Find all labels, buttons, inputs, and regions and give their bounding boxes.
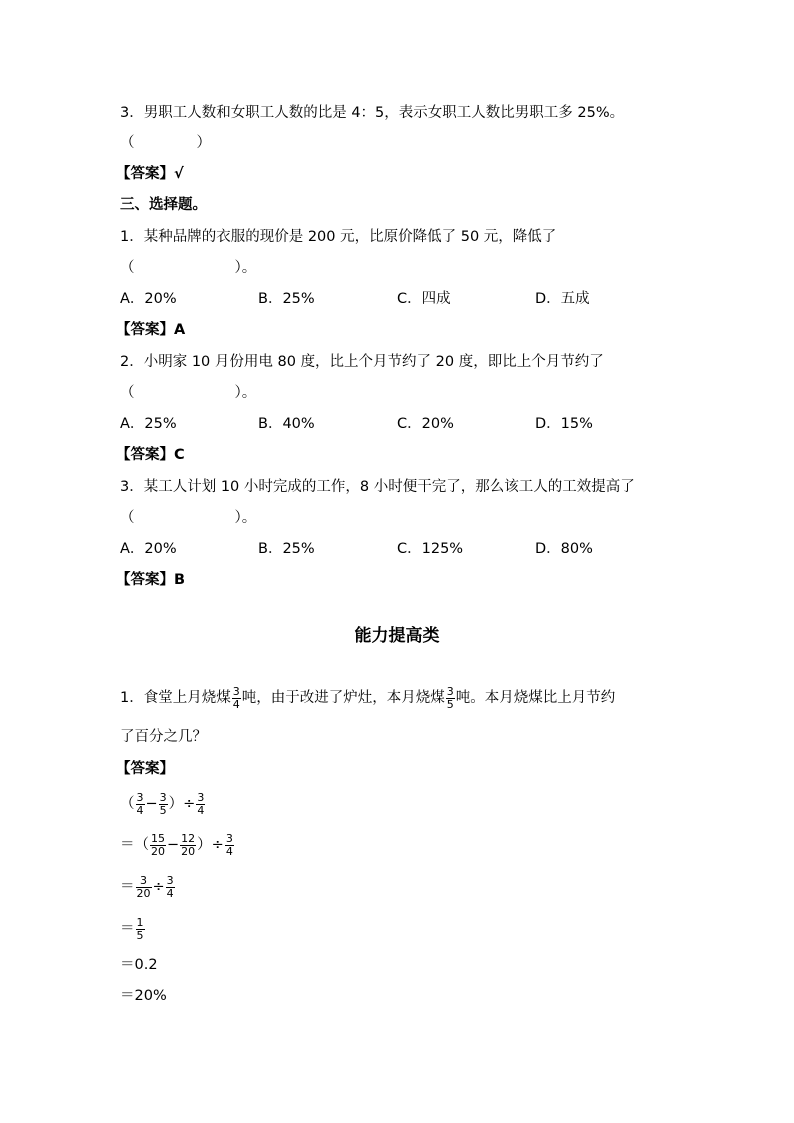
judge-answer-blank (120, 134, 211, 152)
solution-step-4: ＝ $\frac{1}{5}$ (120, 915, 144, 942)
option-b: B．25% (258, 291, 315, 307)
solution-step-3: ＝ $\frac{3}{20}$ ÷ $\frac{3}{4}$ (120, 873, 174, 900)
choice-question-3: 3．某工人计划 10 小时完成的工作，8 小时便干完了，那么该工人的工效提高了 (120, 479, 635, 495)
choice-answer-3: 【答案】B (116, 572, 186, 588)
section-title: 三、选择题。 (120, 197, 207, 213)
choice-blank-2: （ ）。 (120, 385, 257, 401)
answer-label: 【答案】 (116, 761, 174, 777)
option-b: B．40% (258, 416, 315, 432)
option-d: D．80% (535, 541, 593, 557)
choice-question-2: 2．小明家 10 月份用电 80 度，比上个月节约了 20 度，即比上个月节约了 (120, 354, 604, 370)
choice-question-1: 1．某种品牌的衣服的现价是 200 元，比原价降低了 50 元，降低了 (120, 229, 557, 245)
fraction: $\frac{3}{4}$ (232, 684, 240, 711)
solution-step-5: ＝0.2 (120, 957, 158, 973)
ability-question-1: 1．食堂上月烧煤 $\frac{3}{4}$ 吨，由于改进了炉灶，本月烧煤 $\frac{3}{5}$ 吨。本月烧煤比上月节约 (120, 684, 616, 711)
option-d: D．15% (535, 416, 593, 432)
option-c: C．20% (397, 416, 454, 432)
solution-step-1: （ $\frac{3}{4}$ − $\frac{3}{5}$ ）÷ $\frac{3}{4}$ (120, 790, 205, 817)
paren-open: （ (120, 135, 135, 151)
choice-blank-3: （ ）。 (120, 510, 257, 526)
ability-question-1-line2: 了百分之几？ (120, 729, 207, 745)
choice-blank-1: （ ）。 (120, 260, 257, 276)
option-a: A．25% (120, 416, 177, 432)
option-a: A．20% (120, 541, 177, 557)
fraction: $\frac{3}{5}$ (446, 684, 454, 711)
solution-step-6: ＝20% (120, 988, 167, 1004)
choice-answer-2: 【答案】C (116, 447, 185, 463)
choice-answer-1: 【答案】A (116, 322, 186, 338)
paren-close: ） (196, 135, 211, 151)
option-c: C．125% (397, 541, 464, 557)
option-a: A．20% (120, 291, 177, 307)
section-heading: 能力提高类 (354, 626, 440, 646)
option-d: D．五成 (535, 291, 590, 307)
judge-question-3: 3．男职工人数和女职工人数的比是 4：5，表示女职工人数比男职工多 25%。 (120, 105, 625, 121)
option-b: B．25% (258, 541, 315, 557)
option-c: C．四成 (397, 291, 451, 307)
solution-step-2: ＝（ $\frac{15}{20}$ − $\frac{12}{20}$ ）÷ $\frac{3}{4}$ (120, 831, 233, 858)
judge-answer: 【答案】√ (116, 166, 184, 182)
